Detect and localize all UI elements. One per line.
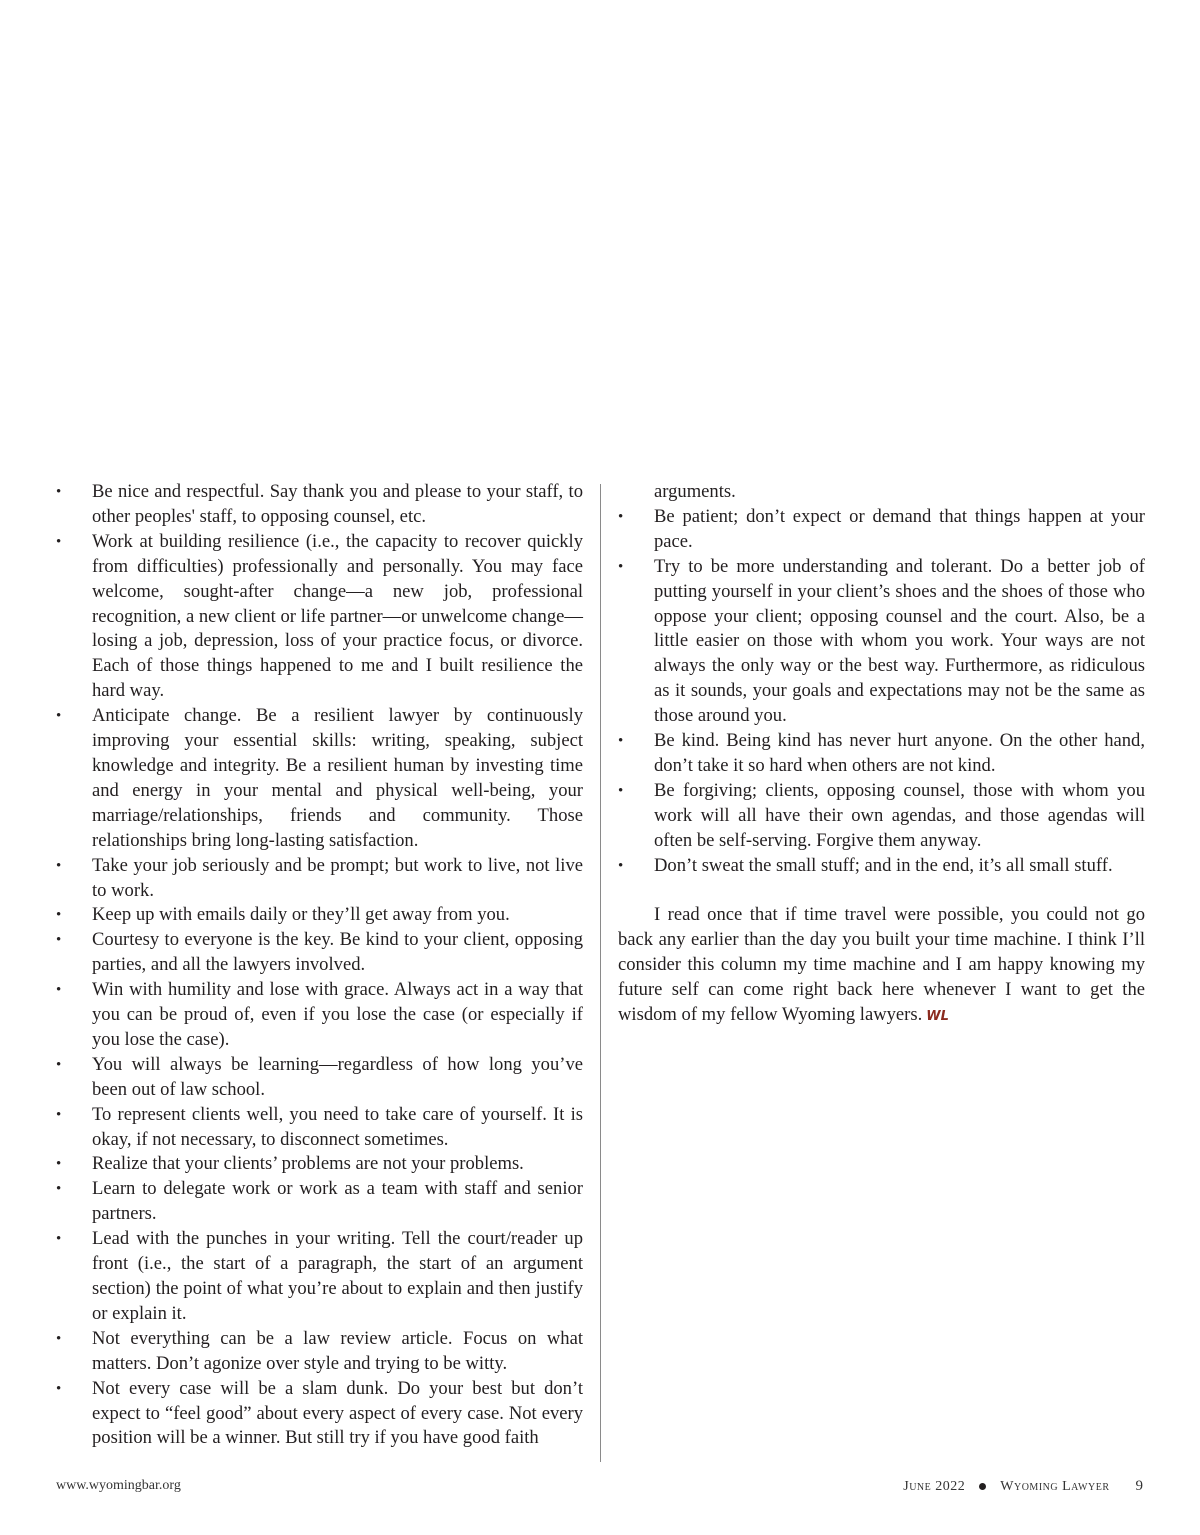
list-item: • Not everything can be a law review article. Focus on what matters. Don’t agonize over style and trying to be witty. xyxy=(56,1327,583,1377)
list-item: • Lead with the punches in your writing. Tell the court/reader up front (i.e., the start of a paragraph, the start of an argument section) the point of what you’re about to explain and then justify or explain it. xyxy=(56,1227,583,1327)
list-item: • Be kind. Being kind has never hurt anyone. On the other hand, don’t take it so hard when others are not kind. xyxy=(618,729,1145,779)
list-item: • Win with humility and lose with grace. Always act in a way that you can be proud of, even if you lose the case (or especially if you lose the case). xyxy=(56,978,583,1053)
list-item: • Courtesy to everyone is the key. Be kind to your client, opposing parties, and all the lawyers involved. xyxy=(56,928,583,978)
footer-publication: Wyoming Lawyer xyxy=(1000,1478,1110,1494)
footer-issue-info xyxy=(903,1478,1143,1495)
closing-paragraph xyxy=(618,903,1145,1030)
list-item: • Realize that your clients’ problems are not your problems. xyxy=(56,1152,583,1177)
continued-list-text: arguments. xyxy=(654,481,736,502)
closing-paragraph-text: I read once that if time travel were possible, you could not go back any earlier than the day you built your time machine. I think I’ll consider this column my time machine and I am happy knowing my future self can come right back here whenever I want to get the wisdom of my fellow Wyoming lawyers. xyxy=(618,904,1145,1026)
page-number: 9 xyxy=(1135,1478,1143,1494)
footer-website: www.wyomingbar.org xyxy=(56,1478,181,1493)
advice-list-left xyxy=(56,480,583,1451)
footer-issue-date: June 2022 xyxy=(903,1478,966,1494)
list-item: • Work at building resilience (i.e., the capacity to recover quickly from difficulties) professionally and personally. You may face welcome, sought-after change—a new job, professional recognition, a new client or life partner—or unwelcome change—losing a job, depression, loss of your practice focus, or divorce. Each of those things happened to me and I built resilience the hard way. xyxy=(56,530,583,704)
advice-list-right xyxy=(618,505,1145,879)
list-item: • Don’t sweat the small stuff; and in the end, it’s all small stuff. xyxy=(618,854,1145,879)
list-item: • Be forgiving; clients, opposing counsel, those with whom you work will all have their own agendas, and those agendas will often be self-serving. Forgive them anyway. xyxy=(618,779,1145,854)
column-divider xyxy=(600,484,601,1462)
list-item: • Be patient; don’t expect or demand that things happen at your pace. xyxy=(618,505,1145,555)
list-item: • Anticipate change. Be a resilient lawyer by continuously improving your essential skills: writing, speaking, subject knowledge and integrity. Be a resilient human by investing time and energy in your mental and physical well-being, your marriage/relationships, friends and community. Those relationships bring long-lasting satisfaction. xyxy=(56,704,583,853)
wl-end-mark: WL xyxy=(926,1009,949,1025)
list-item: • Be nice and respectful. Say thank you and please to your staff, to other peoples' staff, to opposing counsel, etc. xyxy=(56,480,583,530)
list-item: • You will always be learning—regardless of how long you’ve been out of law school. xyxy=(56,1053,583,1103)
list-item: • Learn to delegate work or work as a team with staff and senior partners. xyxy=(56,1177,583,1227)
list-item: • Not every case will be a slam dunk. Do your best but don’t expect to “feel good” about every aspect of every case. Not every position will be a winner. But still try if you have good faith xyxy=(56,1377,583,1452)
list-item: • Keep up with emails daily or they’ll get away from you. xyxy=(56,903,583,928)
bullet-separator-icon xyxy=(979,1483,986,1490)
list-item: • To represent clients well, you need to take care of yourself. It is okay, if not necessary, to disconnect sometimes. xyxy=(56,1103,583,1153)
left-column xyxy=(56,480,583,1451)
list-item: • Take your job seriously and be prompt; but work to live, not live to work. xyxy=(56,854,583,904)
right-column xyxy=(618,480,1145,1049)
list-item: • Try to be more understanding and tolerant. Do a better job of putting yourself in your client’s shoes and the shoes of those who oppose your client; opposing counsel and the court. Also, be a little easier on those with whom you work. Your ways are not always the only way or the best way. Furthermore, as ridiculous as it sounds, your goals and expectations may not be the same as those around you. xyxy=(618,555,1145,729)
